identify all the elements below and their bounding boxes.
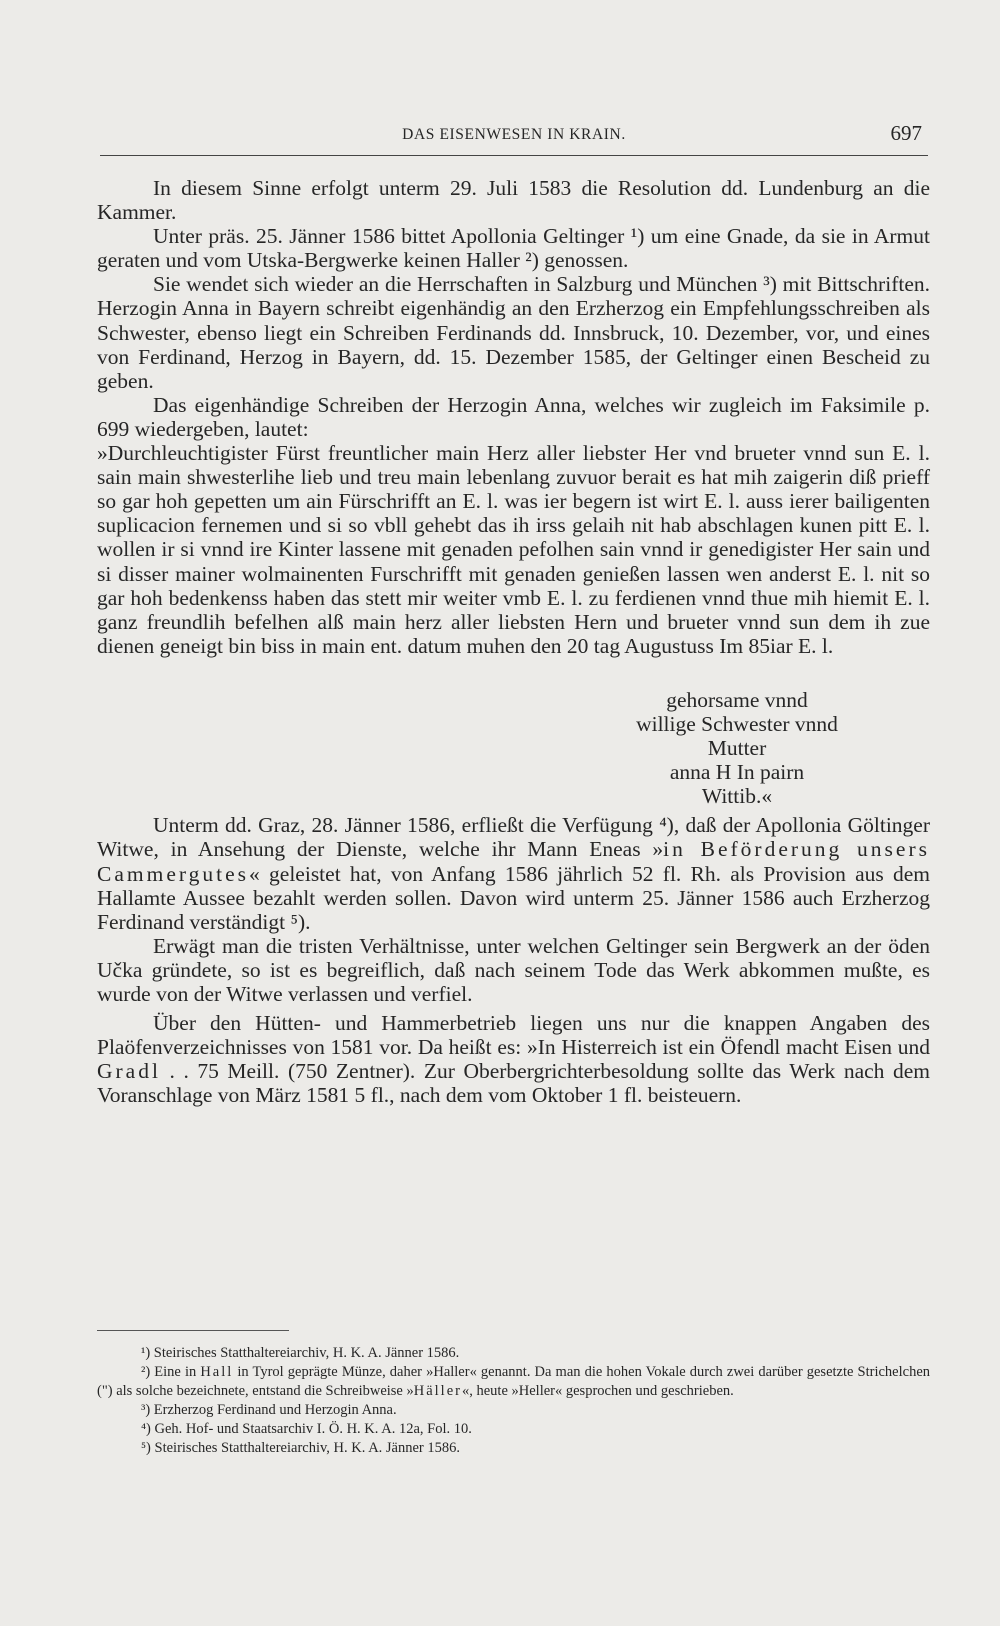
signature-line: gehorsame vnnd: [666, 687, 808, 712]
footnote-2: [97, 1363, 930, 1401]
main-text: [97, 176, 930, 1107]
paragraph-petition: Unter präs. 25. Jänner 1586 bittet Apollonia Geltinger ¹) um eine Gnade, da sie in Armut geraten und vom Utska-Bergwerke keinen Haller ²) genossen.: [97, 224, 930, 273]
spaced-quote: in Beförderung unsers Cammergutes: [97, 837, 930, 886]
letter-signature: [607, 688, 867, 808]
paragraph-decline: Erwägt man die tristen Verhältnisse, unter welchen Geltinger sein Bergwerk an der öden Učka gründete, so ist es begreiflich, daß nach seinem Tode das Werk abkommen mußte, es wurde von der Witwe verlassen und verfiel.: [97, 933, 930, 1006]
signature-line: anna H In pairn: [669, 760, 805, 785]
page-number: 697: [890, 121, 922, 145]
text-run: « geleistet hat, von Anfang 1586 jährlich 52 fl. Rh. als Provision aus dem Hallamte Aussee bezahlt werden sollen. Davon wird unterm 25. Jänner 1586 auch Erzherzog Ferdinand verständigt ⁵).: [97, 861, 930, 934]
letter-quote: »Durchleuchtigister Fürst freuntlicher main Herz aller liebster Her vnd brueter vnnd sun E. l. sain main shwesterlihe lieb und treu main lebenlang zuvuor berait es hat mih zaigerin diß prieff so gar hoh gepetten um ain Fürschrifft an E. l. was ier begern ist wirt E. l. auss ierer bailigenten suplicacion fernemen und si so vbll gehebt das ih irss gelaih nit hab abschlagen kunen pitt E. l. wollen ir si vnnd ire Kinter lassene mit genaden pefolhen sain vnnd ir genedigister Her sain und si disser mainer wolmainenten Furschrifft mit genaden genießen lassen wen anderst E. l. nit so gar hoh bedenkenss haben das stett mir weiter vmb E. l. zu ferdienen vnnd thue mih hiemit E. l. ganz freundlih befelhen alß main herz aller liebsten Hern und brueter vnnd sun dem ih zue dienen geneigt bin biss in main ent. datum muhen den 20 tag Augustuss Im 85iar E. l.: [97, 441, 930, 658]
footnote-3: ³) Erzherzog Ferdinand und Herzogin Anna.: [141, 1402, 397, 1418]
spaced-term: Hall: [200, 1364, 234, 1380]
text-run: Über den Hütten- und Hammerbetrieb liegen uns nur die knappen Angaben des Plaöfenverzeichnisses von 1581 vor. Da heißt es: »In Histerreich ist ein Öfendl macht Eisen und: [97, 1011, 930, 1060]
signature-line: willige Schwester vnnd: [636, 711, 838, 736]
footnote-1: ¹) Steirisches Statthaltereiarchiv, H. K. A. Jänner 1586.: [141, 1345, 460, 1361]
text-run: in Tyrol geprägte Münze, daher »Haller« genannt. Da man die hohen Vokale durch zwei darüber gesetzte Strichelchen (") als solche bezeichnete, entstand die Schreibweise »: [97, 1364, 930, 1399]
running-header: [100, 121, 928, 156]
paragraph-facsimile-intro: Das eigenhändige Schreiben der Herzogin Anna, welches wir zugleich im Faksimile p. 699 wiedergeben, lautet:: [97, 392, 930, 441]
spaced-term: Gradl: [97, 1059, 161, 1084]
footnote-4: ⁴) Geh. Hof- und Staatsarchiv I. Ö. H. K. A. 12a, Fol. 10.: [141, 1421, 472, 1437]
paragraph-furnace: [97, 1011, 930, 1107]
signature-line: Mutter: [707, 736, 767, 761]
footnote-5: ⁵) Steirisches Statthaltereiarchiv, H. K. A. Jänner 1586.: [141, 1440, 461, 1456]
text-run: Unterm dd. Graz, 28. Jänner 1586, erfließt die Verfügung ⁴), daß der Apollonia Göltinger Witwe, in Ansehung der Dienste, welche ihr Mann Eneas »: [97, 813, 930, 862]
signature-line: Wittib.«: [701, 784, 773, 809]
spaced-term: Häller: [413, 1383, 462, 1399]
text-run: ²) Eine in: [141, 1364, 201, 1380]
paragraph-resolution: In diesem Sinne erfolgt unterm 29. Juli 1583 die Resolution dd. Lundenburg an die Kammer.: [97, 176, 930, 225]
text-run: «, heute »Heller« gesprochen und geschrieben.: [461, 1383, 734, 1399]
running-title: DAS EISENWESEN IN KRAIN.: [402, 126, 626, 143]
footnote-rule: [97, 1330, 289, 1331]
footnotes: [97, 1344, 930, 1458]
paragraph-letters: Sie wendet sich wieder an die Herrschaften in Salzburg und München ³) mit Bittschriften. Herzogin Anna in Bayern schreibt eigenhändig an den Erzherzog ein Empfehlungsschreiben als Schwester, ebenso liegt ein Schreiben Ferdinands dd. Innsbruck, 10. Dezember, vor, und eines von Ferdinand, Herzog in Bayern, dd. 15. Dezember 1585, der Geltinger einen Bescheid zu geben.: [97, 272, 930, 393]
paragraph-provision: [97, 813, 930, 933]
text-run: . . 75 Meill. (750 Zentner). Zur Oberbergrichterbesoldung sollte das Werk nach dem Voranschlage von März 1581 5 fl., nach dem vom Oktober 1 fl. beisteuern.: [97, 1059, 930, 1108]
